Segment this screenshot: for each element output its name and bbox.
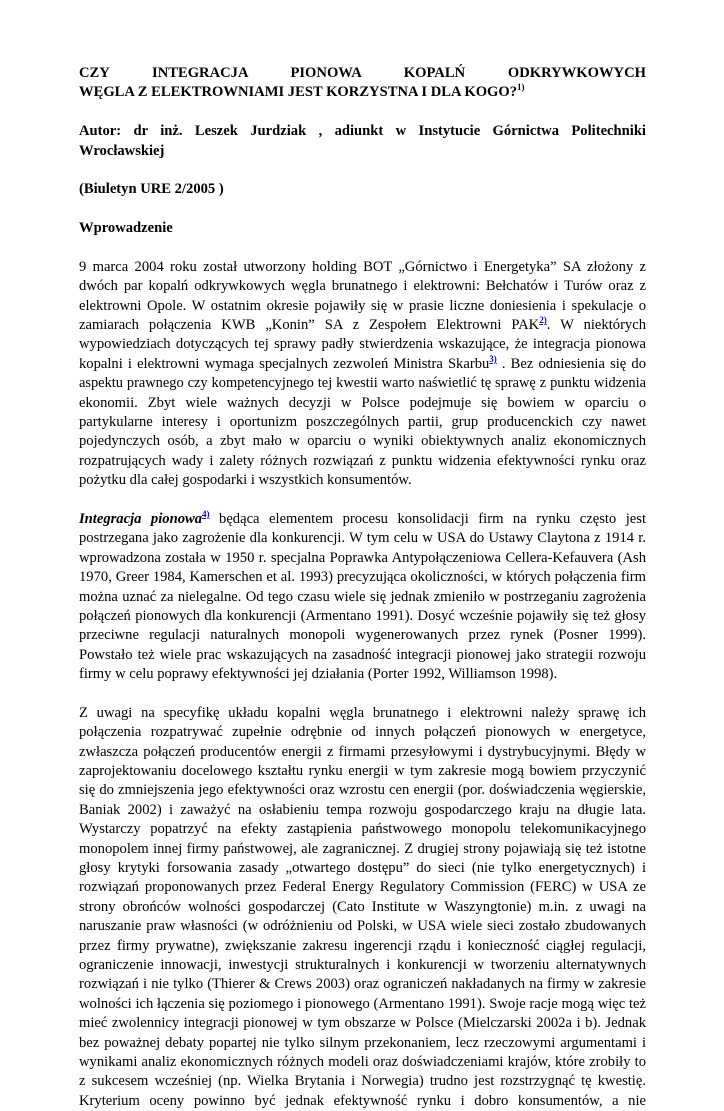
title-line-2-text: WĘGLA Z ELEKTROWNIAMI JEST KORZYSTNA I DLA KOGO? [79, 84, 518, 101]
text-segment: . W niektórych [546, 317, 646, 334]
text-line: połączenia rozpatrywać zupełnie odrębnie od innych połączeń pionowych w energetyce, [79, 724, 646, 741]
text-line: połączeń pionowych dla konkurencji (Armentano 1991). Dosyć wcześnie pojawiły się też głosy [79, 607, 646, 624]
paragraph-2 [79, 510, 646, 685]
text-line [79, 316, 646, 335]
text-line: naruszanie praw własności (w odróżnieniu od Polski, w USA wiele sieci zostało zbudowanych [79, 918, 646, 935]
text-line: 1970, Greer 1984, Kamerschen et al. 1993) precyzująca okoliczności, w których połączenia firm [79, 569, 646, 586]
text-line: rozpatrujących wady i zalety różnych rozwiązań z punktu widzenia efektywności rynku oraz [79, 452, 646, 469]
text-segment: zamiarach połączenia KWB „Konin” SA z Zespołem Elektrowni PAK [79, 317, 540, 334]
footnote-link-4[interactable]: 4) [202, 509, 210, 520]
text-segment: kopalni i elektrowni wymaga specjalnych zezwoleń Ministra Skarbu [79, 355, 490, 372]
text-line: można uznać za nielegalne. Od tego czasu wiele się jednak zmieniło w postrzeganiu zagrożenia [79, 588, 646, 605]
text-line: zwłaszcza połączeń producentów energii z firmami przesyłowymi i dystrybucyjnymi. Błędy w [79, 743, 646, 760]
text-line: zaprojektowaniu docelowego kształtu rynku energii w tym zakresie mogą bowiem przyczynić [79, 763, 646, 780]
document-page [79, 64, 646, 1111]
text-line: monopolem innej firmy państwowej, ale zagranicznej. Z drugiej strony pojawiają się też istotne [79, 840, 646, 857]
text-line: elektrowni Opole. W ostatnim okresie pojawiły się w prasie liczne doniesienia i spekulacje o [79, 297, 646, 314]
text-line: Kryterium oceny powinno być jednak efektywność rynku i dobro konsumentów, a nie [79, 1092, 646, 1109]
text-line: 9 marca 2004 roku został utworzony holding BOT „Górnictwo i Energetyka” SA złożony z [79, 258, 646, 275]
text-line: wolności ich łączenia się poziomego i pionowego (Armentano 1991). Swoje racje mogą więc też [79, 995, 646, 1012]
text-line: ekonomii. Zbyt wiele ważnych decyzji w Polsce podejmuje się bowiem w oparciu o [79, 394, 646, 411]
title-line-2 [79, 83, 646, 102]
section-heading: Wprowadzenie [79, 220, 173, 237]
text-line: Wystarczy popatrzyć na efekty zastąpienia państwowego monopolu telekomunikacyjnego [79, 821, 646, 838]
text-line: rozwiązań i nie tylko (Thierer & Crews 2003) oraz ograniczeń nakładanych na firmy w zakresie [79, 976, 646, 993]
text-line: dwóch par kopalń odkrywkowych węgla brunatnego i elektrowni: Bełchatów i Turów oraz z [79, 278, 646, 295]
text-line: się do zmniejszenia jego efektywności oraz wzrostu cen energii (por. doświadczenia węgierskie, [79, 782, 646, 799]
text-line: rozwiązań proponowanych przez Federal Energy Regulatory Commission (FERC) w USA ze [79, 879, 646, 896]
text-line [79, 510, 646, 529]
text-line: partykularne interesy i oportunizm poszczególnych partii, grup producenckich czy nawet [79, 414, 646, 431]
text-segment: . Bez odniesienia się do [496, 355, 646, 372]
document-title [79, 64, 646, 103]
text-segment: będąca elementem procesu konsolidacji firm na rynku często jest [209, 510, 646, 527]
text-line: Z uwagi na specyfikę układu kopalni węgla brunatnego i elektrowni należy sprawę ich [79, 704, 646, 721]
text-line: pojedynczych osób, a zbyt mało w oparciu o wyniki obiektywnych analiz ekonomicznych [79, 433, 646, 450]
footnote-link-2[interactable]: 2) [539, 315, 547, 326]
text-line: wynikami analiz ekonomicznych różnych modeli oraz doświadczeniami krajów, które zrobiły to [79, 1053, 646, 1070]
footnote-link-3[interactable]: 3) [489, 354, 497, 364]
text-line: firmy w celu poprawy efektywności jej działania (Porter 1992, Williamson 1998). [79, 666, 558, 683]
text-line: Baniak 2002) i zaważyć na osłabieniu tempa rozwoju gospodarczego kraju na długie lata. [79, 801, 646, 818]
text-line: postrzegana jako zagrożenie dla konkurencji. W tym celu w USA do Ustawy Claytona z 1914 r. [79, 530, 646, 547]
text-line: z sukcesem wcześniej (np. Wielka Brytania i Norwegia) trudno jest rozstrzygnąć tę kwestię. [79, 1073, 646, 1090]
text-line: Powstało też wiele prac wskazujących na zasadność integracji pionowej jako strategii rozwoju [79, 646, 646, 663]
text-line: mieć zwolennicy integracji pionowej w tym obszarze w Polsce (Mielczarski 2002a i b). Jednak [79, 1015, 646, 1032]
text-line [79, 355, 646, 374]
bulletin-reference: (Biuletyn URE 2/2005 ) [79, 181, 224, 198]
text-line: bez poważnej debaty popartej nie tylko silnym przekonaniem, lecz rzeczowymi argumentami i [79, 1034, 646, 1051]
text-line: przeciwne regulacji naturalnych monopoli wygenerowanych przez rynek (Posner 1999). [79, 627, 646, 644]
text-line: aspektu prawnego czy kompetencyjnego tej kwestii warto naświetlić tę sprawę z punktu widzenia [79, 375, 646, 392]
author-block [79, 122, 646, 161]
text-line: wprowadzona została w 1950 r. specjalna Poprawka Antypołączeniowa Cellera-Kefauvera (Ash [79, 549, 646, 566]
defined-term: Integracja pionowa [79, 510, 203, 527]
title-footnote-marker: 1) [517, 82, 525, 93]
text-line: głosy krytyki forsowania zasady „otwartego dostępu” do sieci (nie tylko energetycznych) i [79, 860, 646, 877]
paragraph-3 [79, 704, 646, 1111]
text-line: wypowiedziach dotyczących tej sprawy padły stwierdzenia wskazujące, że integracja pionowa [79, 336, 646, 353]
author-line-2: Wrocławskiej [79, 142, 165, 159]
title-line-1: CZY INTEGRACJA PIONOWA KOPALŃ ODKRYWKOWYCH [79, 65, 646, 81]
text-line: przez firmy prywatne), zwiększanie zakresu ingerencji rządu i konieczność ciągłej regulacji, [79, 937, 646, 954]
text-line: strony obrońców wolności gospodarczej (Cato Institute w Waszyngtonie) m.in. z uwagi na [79, 898, 646, 915]
text-line: ograniczenie innowacji, inwestycji strukturalnych i konkurencji w tworzeniu alternatywnych [79, 956, 646, 973]
author-line-1: Autor: dr inż. Leszek Jurdziak , adiunkt w Instytucie Górnictwa Politechniki [79, 123, 646, 140]
text-line: pożytku dla całej gospodarki i wszystkich konsumentów. [79, 472, 412, 489]
paragraph-1 [79, 258, 646, 491]
